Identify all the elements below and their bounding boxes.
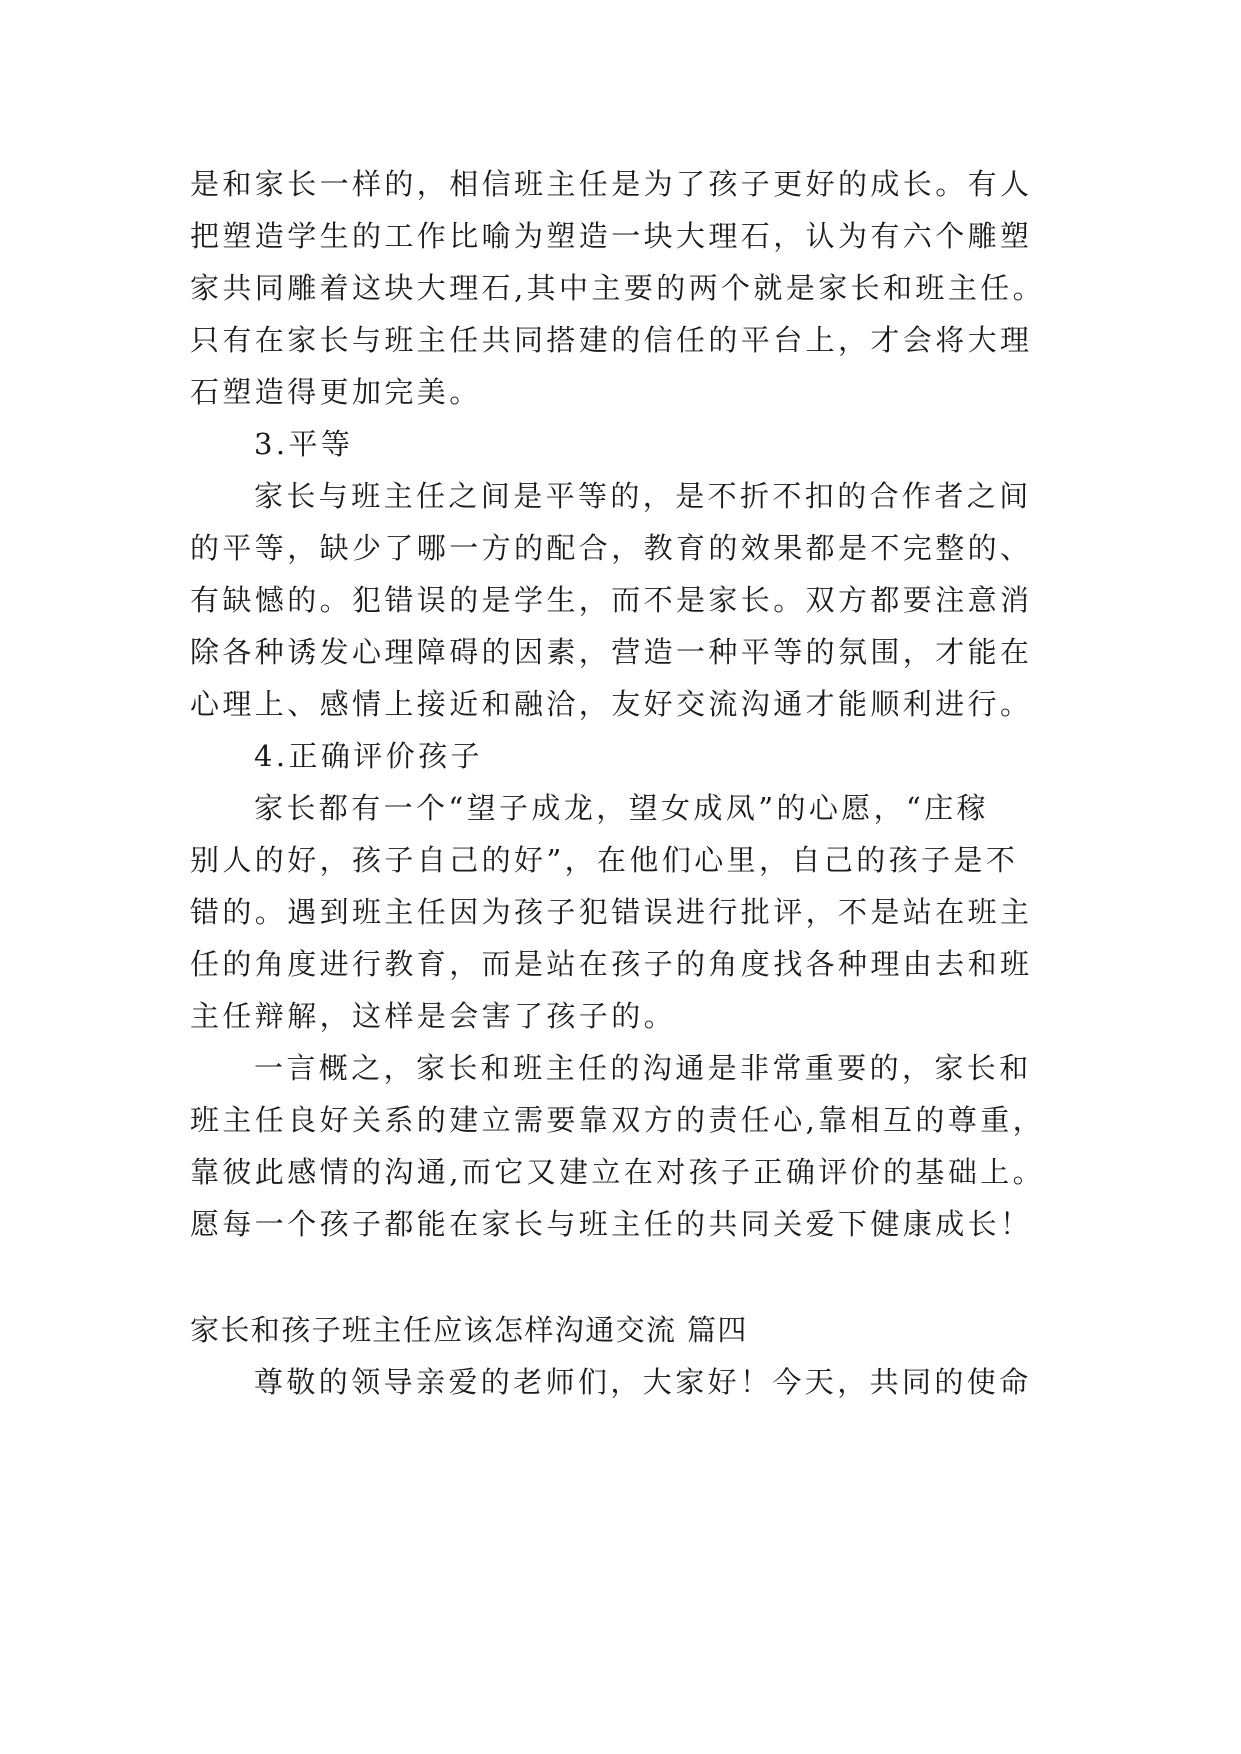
text-line: 家共同雕着这块大理石,其中主要的两个就是家长和班主任。	[190, 271, 1046, 305]
text-line: 别人的好，孩子自己的好”，在他们心里，自己的孩子是不	[190, 843, 1019, 877]
text-line: 尊敬的领导亲爱的老师们，大家好！今天，共同的使命	[254, 1365, 1032, 1399]
text-line: 石塑造得更加完美。	[190, 375, 482, 409]
text-line: 有缺憾的。犯错误的是学生，而不是家长。双方都要注意消	[190, 583, 1033, 617]
paragraph	[190, 782, 1090, 1042]
article-title: 家长和孩子班主任应该怎样沟通交流 篇四	[190, 1313, 748, 1347]
text-line: 把塑造学生的工作比喻为塑造一块大理石，认为有六个雕塑	[190, 219, 1033, 253]
text-line: 错的。遇到班主任因为孩子犯错误进行批评，不是站在班主	[190, 895, 1033, 929]
text-line: 的平等，缺少了哪一方的配合，教育的效果都是不完整的、	[190, 531, 1033, 565]
text-line: 除各种诱发心理障碍的因素，营造一种平等的氛围，才能在	[190, 635, 1033, 669]
text-line: 愿每一个孩子都能在家长与班主任的共同关爱下健康成长！	[190, 1207, 1033, 1241]
text-line: 班主任良好关系的建立需要靠双方的责任心,靠相互的尊重，	[190, 1103, 1046, 1137]
text-line: 任的角度进行教育，而是站在孩子的角度找各种理由去和班	[190, 947, 1033, 981]
paragraph	[190, 1356, 1090, 1408]
text-line: 主任辩解，这样是会害了孩子的。	[190, 999, 677, 1033]
document-body	[190, 158, 1090, 1408]
text-line: 家长与班主任之间是平等的，是不折不扣的合作者之间	[254, 479, 1032, 513]
text-line: 只有在家长与班主任共同搭建的信任的平台上，才会将大理	[190, 323, 1033, 357]
section-spacer	[190, 1250, 1090, 1304]
text-line: 家长都有一个“望子成龙，望女成凤”的心愿，“庄稼	[254, 791, 990, 825]
paragraph	[190, 1042, 1090, 1250]
paragraph	[190, 158, 1090, 418]
text-line: 是和家长一样的，相信班主任是为了孩子更好的成长。有人	[190, 167, 1033, 201]
section-heading-evaluate-child: 4.正确评价孩子	[254, 739, 483, 773]
paragraph	[190, 470, 1090, 730]
text-line: 心理上、感情上接近和融洽，友好交流沟通才能顺利进行。	[190, 687, 1033, 721]
text-line: 一言概之，家长和班主任的沟通是非常重要的，家长和	[254, 1051, 1032, 1085]
text-line: 靠彼此感情的沟通,而它又建立在对孩子正确评价的基础上。	[190, 1155, 1046, 1189]
section-heading-equality: 3.平等	[254, 427, 354, 461]
